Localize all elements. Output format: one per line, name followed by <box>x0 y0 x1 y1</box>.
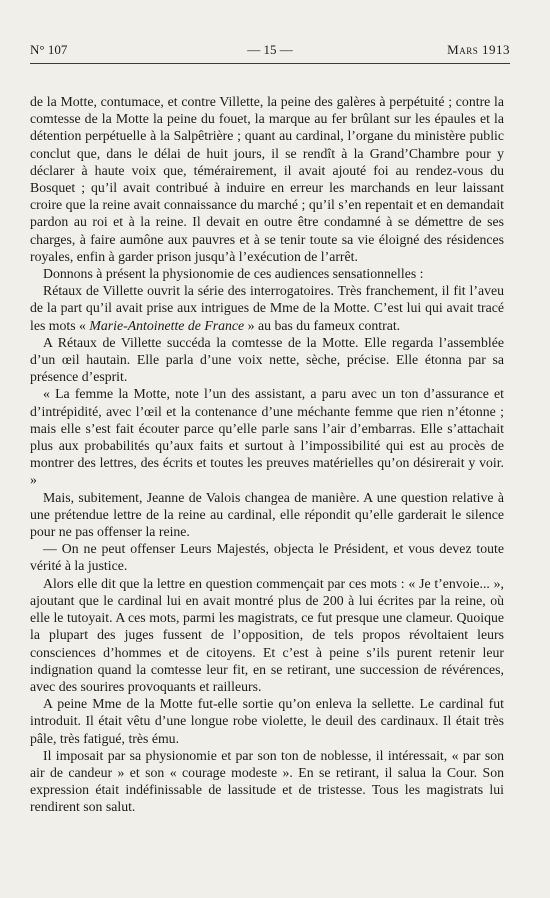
header-rule <box>30 63 510 64</box>
issue-date: Mars 1913 <box>447 42 510 57</box>
paragraph: — On ne peut offenser Leurs Majestés, objecta le Président, et vous devez toute vérité à la justice. <box>30 541 504 574</box>
page-number: — 15 — <box>247 42 293 57</box>
paragraph: de la Motte, contumace, et contre Villette, la peine des galères à perpétuité ; contre la comtesse de la Motte la peine du fouet, la marque au fer brûlant sur les épaules et la détention perpétuelle à la Salpêtrière ; quant au cardinal, l’organe du ministère public conclut que, dans le délai de huit jours, il se rendît à la Grand’Chambre pour y déclarer à haute voix que, témérairement, il avait ajouté foi au rendez-vous du Bosquet ; qu’il avait contribué à induire en erreur les marchands en leur laissant croire que la reine avait connaissance du marché ; qu’il s’en repentait et en demandait pardon au roi et à la reine. Il devait en outre être condamné à se démettre de ses charges, à faire aumône aux pauvres et à se tenir toute sa vie éloigné des résidences royales, enfin à garder prison jusqu’à l’exécution de l’arrêt. <box>30 94 504 264</box>
paragraph: A Rétaux de Villette succéda la comtesse de la Motte. Elle regarda l’assemblée d’un œil hautain. Elle parla d’une voix nette, sèche, précise. Elle étonna par sa présence d’esprit. <box>30 334 504 385</box>
paragraph: A peine Mme de la Motte fut-elle sortie qu’on enleva la sellette. Le cardinal fut introduit. Il était vêtu d’une longue robe violette, le deuil des cardinaux. Il était très pâle, très fatigué, très ému. <box>30 696 504 746</box>
paragraph: « La femme la Motte, note l’un des assistant, a paru avec un ton d’assurance et d’intrépidité, avec l’œil et la contenance d’une méchante femme que rien n’étonne ; mais elle s’est fait écouter parce qu’elle parle sans l’air d’embarras. Elle s’attachait plus aux probabilités qu’aux faits et surtout à l’impossibilité qui est au procès de montrer des lettres, des écrits et toutes les preuves matérielles qu’on désirerait y voir. » <box>30 386 504 488</box>
running-header <box>30 42 510 62</box>
issue-number: N° 107 <box>30 42 68 57</box>
paragraph: Alors elle dit que la lettre en question commençait par ces mots : « Je t’envoie... », ajoutant que le cardinal lui en avait montré plus de 200 à lui écrites par la reine, où elle le tutoyait. A ces mots, parmi les magistrats, ce fut presque une clameur. Quoique la plupart des juges fussent de l’opposition, de tels propos révoltaient leurs consciences d’hommes et de citoyens. Et c’est à peine s’ils purent retenir leur indignation quand la comtesse leur fit, en se retirant, une succession de révérences, avec des sourires provoquants et railleurs. <box>30 575 504 694</box>
quoted-signature-text: Marie-Antoinette de France <box>89 317 245 333</box>
article-body <box>30 93 504 816</box>
paragraph: Mais, subitement, Jeanne de Valois changea de manière. A une question relative à une prétendue lettre de la reine au cardinal, elle répondit qu’elle garderait le silence pour ne pas offenser la reine. <box>30 489 504 540</box>
paragraph: Il imposait par sa physionomie et par son ton de noblesse, il intéressait, « par son air de candeur » et son « courage modeste ». En se retirant, il salua la Cour. Son expression était indéfinissable de lassitude et de tristesse. Tous les magistrats lui rendirent son salut. <box>30 747 504 815</box>
paragraph: Rétaux de Villette ouvrit la série des interrogatoires. Très franchement, il fit l’aveu de la part qu’il avait prise aux intrigues de Mme de la Motte. C’est lui qui avait tracé les mots « Marie-Antoinette de France » au bas du fameux contrat. <box>30 283 504 333</box>
paragraph: Donnons à présent la physionomie de ces audiences sensationnelles : <box>43 266 424 282</box>
